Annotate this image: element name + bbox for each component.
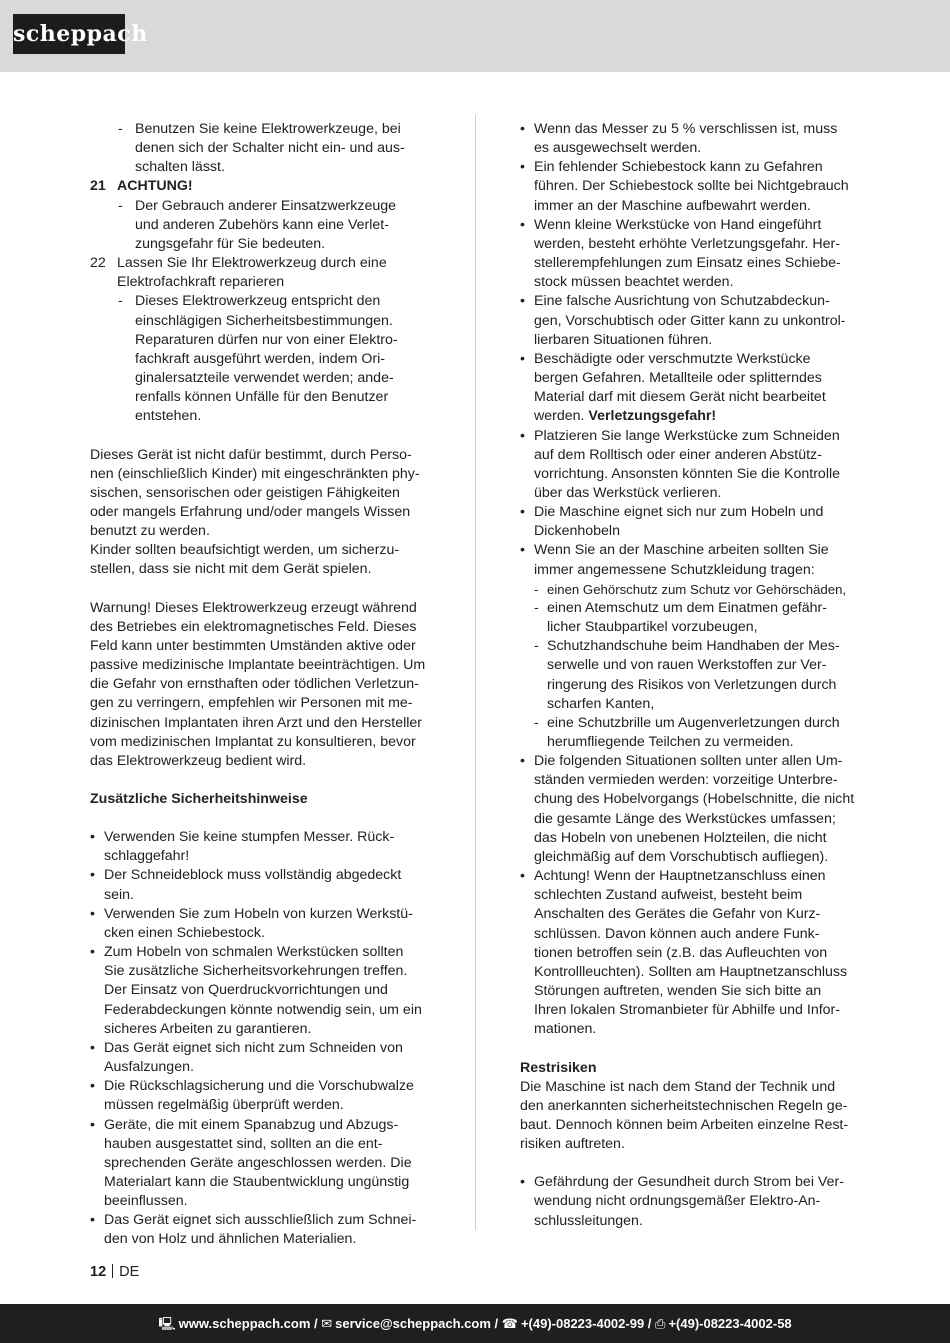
text-line: scharfen Kanten, bbox=[547, 695, 655, 712]
text-line: serwelle und von rauen Werkstoffen zur Ver- bbox=[547, 657, 827, 674]
text-line: Eine falsche Ausrichtung von Schutzabdeckun- bbox=[534, 293, 830, 310]
section-heading bbox=[90, 790, 430, 809]
text-line: Wenn Sie an der Maschine arbeiten sollten Sie bbox=[534, 542, 829, 559]
bullet-item bbox=[90, 905, 430, 943]
text-line: Wenn das Messer zu 5 % verschlissen ist, muss bbox=[534, 121, 838, 137]
text-line: Dickenhobeln bbox=[534, 523, 620, 540]
text-line: den von Holz und ähnlichen Materialien. bbox=[104, 1231, 357, 1248]
text-line: Sie zusätzliche Sicherheitsvorkehrungen treffen. bbox=[104, 963, 408, 980]
text-line: Der Schneideblock muss vollständig abgedeckt sein. bbox=[104, 867, 402, 903]
text-line: cken einen Schiebestock. bbox=[104, 924, 265, 941]
paragraph-spacer bbox=[520, 1040, 860, 1059]
text-line: lierbaren Situationen führen. bbox=[534, 331, 713, 348]
text-line: renfalls können Unfälle für den Benutzer bbox=[135, 389, 389, 406]
text-line: über das Werkstück verlieren. bbox=[534, 484, 722, 501]
text-line: tionen betroffen sein (z.B. das Aufleuchten von bbox=[534, 944, 828, 961]
paragraph bbox=[90, 599, 430, 771]
text-line: Restrisiken bbox=[520, 1059, 597, 1076]
dash-item bbox=[90, 120, 430, 177]
text-line: Achtung! Wenn der Hauptnetzanschluss einen bbox=[534, 868, 826, 885]
bullet-marker: • bbox=[90, 944, 95, 961]
footer-separator: / bbox=[310, 1316, 322, 1331]
text-line: das Hobeln von unebenen Holzteilen, die nicht bbox=[534, 829, 827, 846]
text-line: ständen vermieden werden: vorzeitige Unterbre- bbox=[534, 772, 838, 789]
text-line: schlüssen. Davon können auch andere Funk- bbox=[534, 925, 820, 942]
bullet-item bbox=[90, 1116, 430, 1212]
text-line: das Elektrowerkzeug bedient wird. bbox=[90, 752, 307, 769]
numbered-item bbox=[90, 254, 430, 292]
text-line: Das Gerät eignet sich ausschließlich zum Schnei- bbox=[104, 1212, 417, 1229]
text-line: Material darf mit diesem Gerät nicht bearbeitet bbox=[534, 389, 826, 406]
bullet-marker: • bbox=[520, 121, 525, 137]
bullet-marker: • bbox=[520, 504, 525, 521]
text-line: oder mangels Erfahrung und/oder mangels Wissen bbox=[90, 503, 411, 520]
computer-icon: 🖳 bbox=[158, 1316, 176, 1331]
bullet-marker: • bbox=[520, 542, 525, 559]
bullet-marker: • bbox=[520, 293, 525, 310]
text-line: eine Schutzbrille um Augenverletzungen durch bbox=[547, 714, 840, 731]
text-line: benutzt zu werden. bbox=[90, 523, 210, 540]
text-line: Kinder sollten beaufsichtigt werden, um sicherzu- bbox=[90, 542, 400, 559]
text-line: Der Gebrauch anderer Einsatzwerkzeuge bbox=[135, 197, 397, 214]
bullet-marker: • bbox=[520, 350, 525, 367]
text-line: zungsgefahr für Sie bedeuten. bbox=[135, 235, 326, 252]
text-line: sicheres Arbeiten zu garantieren. bbox=[104, 1020, 312, 1037]
text-line: risiken auftreten. bbox=[520, 1136, 625, 1153]
text-line: Benutzen Sie keine Elektrowerkzeuge, bei bbox=[135, 121, 401, 137]
text-line: fachkraft ausgeführt werden, indem Ori- bbox=[135, 350, 385, 367]
text-line: Reparaturen dürfen nur von einer Elektro- bbox=[135, 331, 398, 348]
text-line: die gesamte Länge des Werkstückes umfassen; bbox=[534, 810, 836, 827]
text-line: ginalersatzteile verwendet werden; ande- bbox=[135, 370, 394, 387]
text-line: müssen regelmäßig überprüft werden. bbox=[104, 1097, 344, 1114]
text-line: werden. bbox=[534, 408, 589, 425]
text-line: Ihren lokalen Stromanbieter für Abhilfe und Infor- bbox=[534, 1002, 840, 1019]
bullet-item bbox=[520, 120, 860, 158]
text-line: bergen Gefahren. Metallteile oder splitterndes bbox=[534, 370, 822, 387]
bullet-marker: • bbox=[520, 1174, 525, 1191]
paragraph-spacer bbox=[90, 771, 430, 790]
bullet-marker: • bbox=[520, 216, 525, 233]
left-column bbox=[90, 120, 430, 1250]
sub-list-item bbox=[520, 714, 860, 752]
bullet-item bbox=[520, 158, 860, 215]
item-number: 21 bbox=[90, 178, 106, 195]
text-line: Beschädigte oder verschmutzte Werkstücke bbox=[534, 350, 811, 367]
text-line: Die Maschine eignet sich nur zum Hobeln und bbox=[534, 504, 824, 521]
text-line: wendung nicht ordnungsgemäßer Elektro-An- bbox=[534, 1193, 821, 1210]
bullet-item bbox=[520, 292, 860, 349]
text-line: Ein fehlender Schiebestock kann zu Gefahren bbox=[534, 159, 823, 176]
dash-marker: - bbox=[118, 293, 123, 310]
text-line: immer an der Maschine aufbewahrt werden. bbox=[534, 197, 811, 214]
footer-phone[interactable]: +(49)-08223-4002-99 bbox=[520, 1316, 645, 1331]
text-line: Zum Hobeln von schmalen Werkstücken sollten bbox=[104, 944, 404, 961]
text-line: führen. Der Schiebestock sollte bei Nichtgebrauch bbox=[534, 178, 849, 195]
text-line: einen Atemschutz um dem Einatmen gefähr- bbox=[547, 599, 827, 616]
text-line: stock müssen beachtet werden. bbox=[534, 274, 734, 291]
text-line: Störungen auftreten, wenden Sie sich bitte an bbox=[534, 983, 822, 1000]
text-line: immer angemessene Schutzkleidung tragen: bbox=[534, 561, 815, 578]
bullet-item bbox=[520, 216, 860, 293]
text-line: Verwenden Sie keine stumpfen Messer. Rück- bbox=[104, 829, 395, 846]
text-line: vorrichtung. Ansonsten könnten Sie die Kontrolle bbox=[534, 465, 841, 482]
right-column bbox=[520, 120, 860, 1231]
footer-separator: / bbox=[490, 1316, 502, 1331]
numbered-item bbox=[90, 177, 430, 196]
dash-marker: - bbox=[534, 581, 539, 597]
text-line: schlaggefahr! bbox=[104, 848, 190, 865]
bullet-marker: • bbox=[90, 867, 95, 884]
text-line: sischen, sensorischen oder geistigen Fähigkeiten bbox=[90, 484, 400, 501]
text-line: die Gefahr von ernsthaften oder tödlichen Verletzun- bbox=[90, 676, 419, 693]
text-line: Elektrofachkraft reparieren bbox=[117, 274, 285, 291]
mail-icon: ✉ bbox=[321, 1316, 333, 1331]
bullet-marker: • bbox=[90, 905, 95, 922]
bullet-marker: • bbox=[90, 1212, 95, 1229]
text-line: werden, besteht erhöhte Verletzungsgefahr. Her- bbox=[534, 235, 841, 252]
text-line: Federabdeckungen könnte notwendig sein, um ein bbox=[104, 1001, 422, 1018]
text-line: Wenn kleine Werkstücke von Hand eingeführt bbox=[534, 216, 822, 233]
text-line: baut. Dennoch können beim Arbeiten einzelne Rest- bbox=[520, 1116, 849, 1133]
text-line: Lassen Sie Ihr Elektrowerkzeug durch eine bbox=[117, 255, 387, 272]
text-line: schalten lässt. bbox=[135, 159, 225, 176]
text-line: und anderen Zubehörs kann eine Verlet- bbox=[135, 216, 389, 233]
text-line: mationen. bbox=[534, 1021, 597, 1038]
text-line: Die folgenden Situationen sollten unter allen Um- bbox=[534, 753, 843, 770]
bullet-item bbox=[520, 867, 860, 1039]
bullet-item bbox=[520, 752, 860, 867]
fax-icon: ⎙ bbox=[655, 1316, 666, 1331]
text-line: es ausgewechselt werden. bbox=[534, 140, 702, 157]
text-line: den anerkannten sicherheitstechnischen Regeln ge- bbox=[520, 1097, 848, 1114]
text-line: Verwenden Sie zum Hobeln von kurzen Werkstü- bbox=[104, 905, 413, 922]
text-line: licher Staubpartikel vorzubeugen, bbox=[547, 619, 758, 636]
bullet-item bbox=[520, 350, 860, 427]
bullet-marker: • bbox=[520, 427, 525, 444]
dash-marker: - bbox=[118, 121, 123, 137]
bullet-item bbox=[90, 1039, 430, 1077]
brand-logo-text: scheppach bbox=[13, 21, 148, 47]
text-line: Die Rückschlagsicherung und die Vorschubwalze bbox=[104, 1078, 414, 1095]
text-line: Feld kann unter bestimmten Umständen aktive oder bbox=[90, 637, 416, 654]
bullet-marker: • bbox=[90, 1039, 95, 1056]
text-line: denen sich der Schalter nicht ein- und aus- bbox=[135, 140, 405, 157]
dash-marker: - bbox=[534, 599, 539, 616]
text-line: Anschalten des Gerätes die Gefahr von Kurz- bbox=[534, 906, 821, 923]
footer-website[interactable]: www.scheppach.com bbox=[178, 1316, 311, 1331]
footer-bar bbox=[0, 1304, 950, 1343]
text-line: gen, Vorschubtisch oder Gitter kann zu unkontrol- bbox=[534, 312, 846, 329]
page-number-separator bbox=[112, 1264, 113, 1278]
text-line: auf dem Rolltisch oder einer anderen Abstütz- bbox=[534, 446, 822, 463]
dash-marker: - bbox=[118, 197, 123, 214]
text-line: entstehen. bbox=[135, 408, 202, 425]
text-line: einen Gehörschutz zum Schutz vor Gehörschäden, bbox=[547, 581, 847, 597]
bullet-item bbox=[520, 541, 860, 579]
bullet-marker: • bbox=[520, 868, 525, 885]
dash-marker: - bbox=[534, 638, 539, 655]
text-line: Das Gerät eignet sich nicht zum Schneiden von bbox=[104, 1039, 403, 1056]
text-line: Schutzhandschuhe beim Handhaben der Mes- bbox=[547, 638, 840, 655]
paragraph-spacer bbox=[90, 427, 430, 446]
sub-list-item bbox=[520, 599, 860, 637]
bullet-item bbox=[90, 828, 430, 866]
text-line: chung des Hobelvorgangs (Hobelschnitte, die nicht bbox=[534, 791, 855, 808]
dash-item bbox=[90, 197, 430, 254]
bullet-item bbox=[90, 1211, 430, 1249]
text-line: Materialart kann die Staubentwicklung ungünstig bbox=[104, 1173, 410, 1190]
paragraph-spacer bbox=[520, 1154, 860, 1173]
bullet-marker: • bbox=[520, 159, 525, 176]
text-line: ACHTUNG! bbox=[117, 178, 193, 195]
text-line: Dieses Elektrowerkzeug entspricht den bbox=[135, 293, 381, 310]
paragraph bbox=[520, 1078, 860, 1155]
text-line: Gefährdung der Gesundheit durch Strom bei Ver- bbox=[534, 1174, 844, 1191]
bullet-item bbox=[90, 1077, 430, 1115]
text-line: ringerung des Risikos von Verletzungen durch bbox=[547, 676, 837, 693]
emphasis-text: Verletzungsgefahr! bbox=[588, 408, 717, 425]
text-line: beeinflussen. bbox=[104, 1193, 188, 1210]
text-line: stellerempfehlungen zum Einsatz eines Schiebe- bbox=[534, 255, 841, 272]
paragraph bbox=[90, 446, 430, 580]
text-line: Dieses Gerät ist nicht dafür bestimmt, durch Perso- bbox=[90, 446, 412, 463]
text-line: Kontrollleuchten). Sollten am Hauptnetzanschluss bbox=[534, 963, 848, 980]
bullet-marker: • bbox=[90, 829, 95, 846]
text-line: einschlägigen Sicherheitsbestimmungen. bbox=[135, 312, 393, 329]
dash-item bbox=[90, 292, 430, 426]
column-divider bbox=[475, 115, 476, 1230]
text-line: passive medizinische Implantate beeinträchtigen. Um bbox=[90, 657, 426, 674]
text-line: dizinischen Implantaten ihren Arzt und den Hersteller bbox=[90, 714, 423, 731]
item-number: 22 bbox=[90, 255, 106, 272]
bullet-item bbox=[90, 866, 430, 904]
page-number bbox=[90, 1264, 139, 1280]
text-line: Warnung! Dieses Elektrowerkzeug erzeugt während bbox=[90, 599, 417, 616]
text-line: Geräte, die mit einem Spanabzug und Abzugs- bbox=[104, 1116, 399, 1133]
text-line: vom medizinischen Implantat zu konsultieren, bevor bbox=[90, 733, 416, 750]
footer-fax: +(49)-08223-4002-58 bbox=[668, 1316, 792, 1331]
text-line: stellen, dass sie nicht mit dem Gerät spielen. bbox=[90, 561, 372, 578]
text-line: gleichmäßig auf dem Vorschubtisch aufliegen). bbox=[534, 848, 829, 865]
section-heading bbox=[520, 1059, 860, 1078]
text-line: sprechenden Geräte angeschlossen werden. Die bbox=[104, 1154, 412, 1171]
brand-logo[interactable] bbox=[13, 14, 148, 54]
bullet-marker: • bbox=[90, 1116, 95, 1133]
bullet-marker: • bbox=[90, 1078, 95, 1095]
paragraph-spacer bbox=[90, 580, 430, 599]
phone-icon: ☎ bbox=[501, 1316, 518, 1331]
bullet-marker: • bbox=[520, 753, 525, 770]
bullet-item bbox=[520, 427, 860, 504]
bullet-item bbox=[90, 943, 430, 1039]
text-line: schlechten Zustand aufweist, besteht beim bbox=[534, 887, 803, 904]
sub-list-item bbox=[520, 637, 860, 714]
text-line: des Betriebes ein elektromagnetisches Feld. Dieses bbox=[90, 618, 417, 635]
bullet-item bbox=[520, 1173, 860, 1230]
footer-separator: / bbox=[644, 1316, 656, 1331]
text-line: Platzieren Sie lange Werkstücke zum Schneiden bbox=[534, 427, 840, 444]
header-bar bbox=[0, 0, 950, 72]
footer-email[interactable]: service@scheppach.com bbox=[335, 1316, 491, 1331]
bullet-item bbox=[520, 503, 860, 541]
text-line: herumfliegende Teilchen zu vermeiden. bbox=[547, 734, 794, 750]
page-number-value: 12 bbox=[90, 1264, 107, 1280]
text-line: Zusätzliche Sicherheitshinweise bbox=[90, 791, 308, 807]
paragraph-spacer bbox=[90, 809, 430, 828]
text-line: gen zu verringern, empfehlen wir Personen mit me- bbox=[90, 695, 413, 712]
sub-list-item bbox=[520, 580, 860, 599]
text-line: hauben ausgestattet sind, sollten an die ent- bbox=[104, 1135, 383, 1152]
page-language: DE bbox=[119, 1264, 140, 1280]
text-line: schlussleitungen. bbox=[534, 1212, 643, 1229]
dash-marker: - bbox=[534, 714, 539, 731]
text-line: Die Maschine ist nach dem Stand der Technik und bbox=[520, 1078, 836, 1095]
text-line: nen (einschließlich Kinder) mit eingeschränkten phy- bbox=[90, 465, 420, 482]
text-line: Der Einsatz von Querdruckvorrichtungen und bbox=[104, 982, 388, 999]
text-line: Ausfalzungen. bbox=[104, 1059, 194, 1076]
